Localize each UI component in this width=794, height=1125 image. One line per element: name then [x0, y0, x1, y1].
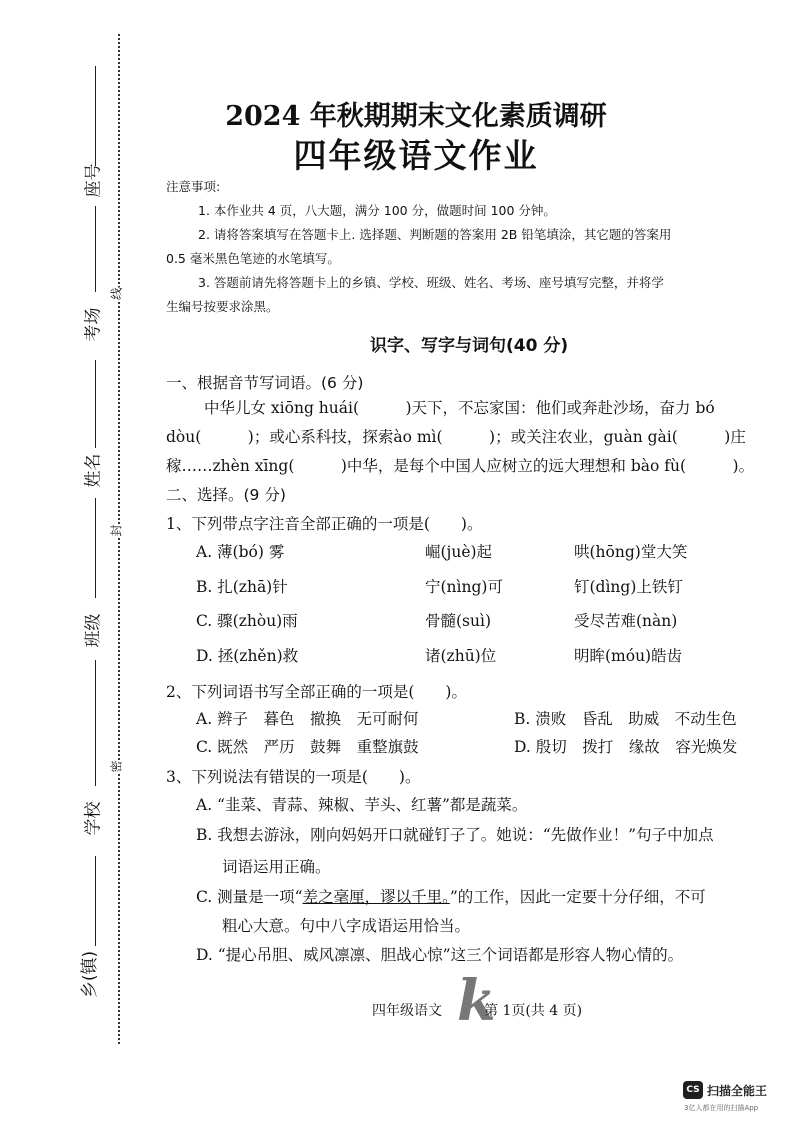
q2-3-option-a: A. “韭菜、青蒜、辣椒、芋头、红薯”都是蔬菜。	[196, 796, 528, 814]
q2-3-stem: 3、下列说法有错误的一项是( )。	[166, 768, 421, 786]
footer-page-number: 第 1页(共 4 页)	[484, 1003, 583, 1019]
q2-1-row-d-col-1: D. 拯(zhěn)救	[196, 647, 299, 665]
class-label: 班级	[83, 613, 104, 648]
q2-3-option-c-suffix: ”的工作，因此一定要十分仔细，不可	[449, 888, 706, 906]
q1-line-1: 中华儿女 xiōng huái( )天下，不忘家国：他们或奔赴沙场，奋力 bó	[204, 399, 715, 417]
q1-line-3: 稼……zhèn xīng( )中华，是每个中国人应树立的远大理想和 bào fù( )。	[166, 457, 755, 475]
q2-1-stem: 1、下列带点字注音全部正确的一项是( )。	[166, 515, 483, 533]
binding-dotted-line	[118, 34, 120, 1044]
q2-2-stem: 2、下列词语书写全部正确的一项是( )。	[166, 683, 467, 701]
q2-1-row-d-col-2: 诸(zhū)位	[425, 647, 497, 665]
seat-number-label: 座号	[83, 163, 104, 198]
exam-room-label: 考场	[83, 307, 104, 342]
exam-title: 2024 年秋期期末文化素质调研	[225, 101, 607, 132]
q2-1-row-b-col-2: 宁(nìng)可	[425, 578, 503, 596]
q2-1-row-a-col-3: 哄(hōng)堂大笑	[574, 543, 688, 561]
q2-heading: 二、选择。(9 分)	[166, 486, 286, 504]
q2-1-row-b-col-1: B. 扎(zhā)针	[196, 578, 288, 596]
q1-heading: 一、根据音节写词语。(6 分)	[166, 374, 364, 392]
q2-1-row-c-col-3: 受尽苦难(nàn)	[574, 612, 678, 630]
q2-1-row-d-col-3: 明眸(móu)皓齿	[574, 647, 683, 665]
camscanner-app-name: 扫描全能王	[707, 1084, 768, 1098]
notice-heading: 注意事项:	[166, 179, 221, 194]
q2-2-option-a: A. 辫子 暮色 撤换 无可耐何	[196, 710, 419, 728]
school-label: 学校	[83, 801, 104, 836]
footer-subject: 四年级语文	[372, 1003, 442, 1019]
camscanner-badge-icon: CS	[683, 1081, 703, 1099]
seal-char-feng: 封	[106, 524, 127, 536]
q2-3-option-c-idiom: 差之毫厘，谬以千里。	[302, 888, 450, 906]
seal-char-mi: 密	[106, 760, 127, 772]
notice-item-1: 1. 本作业共 4 页，八大题，满分 100 分，做题时间 100 分钟。	[198, 203, 556, 218]
seal-char-xian: 线	[106, 287, 127, 299]
q2-3-option-c-prefix: C. 测量是一项“	[196, 888, 303, 906]
class-line	[95, 498, 96, 598]
q1-line-2: dòu( )；或心系科技，探索ào mì( )；或关注农业，guàn gài( )庄	[166, 428, 746, 446]
q2-3-option-b-line-1: B. 我想去游泳，刚向妈妈开口就碰钉子了。她说：“先做作业！”句子中加点	[196, 826, 714, 844]
q2-3-option-b-line-2: 词语运用正确。	[222, 858, 331, 876]
school-line	[95, 660, 96, 786]
township-line	[95, 856, 96, 946]
q2-2-option-b: B. 溃败 昏乱 助威 不动生色	[514, 710, 737, 728]
q2-1-row-b-col-3: 钉(dìng)上铁钉	[574, 578, 683, 596]
q2-1-row-a-col-1: A. 薄(bó) 雾	[196, 543, 285, 561]
notice-item-2a: 2. 请将答案填写在答题卡上. 选择题、判断题的答案用 2B 铅笔填涂，其它题的答案用	[198, 227, 672, 242]
q2-3-option-c-line-1	[196, 885, 706, 907]
q2-1-row-a-col-2: 崛(juè)起	[425, 543, 493, 561]
name-label: 姓名	[83, 453, 104, 488]
camscanner-tagline: 3亿人都在用的扫描App	[684, 1104, 759, 1112]
q2-1-row-c-col-2: 骨髓(suì)	[425, 612, 491, 630]
notice-item-3b: 生编号按要求涂黑。	[166, 299, 279, 314]
exam-room-line	[95, 206, 96, 292]
q2-2-option-d: D. 殷切 拨打 缘故 容光焕发	[514, 738, 738, 756]
notice-item-3a: 3. 答题前请先将答题卡上的乡镇、学校、班级、姓名、考场、座号填写完整，并将学	[198, 275, 664, 290]
section-title: 识字、写字与词句(40 分)	[370, 336, 569, 356]
township-label: 乡(镇)	[80, 950, 101, 999]
q2-3-option-c-line-2: 粗心大意。句中八字成语运用恰当。	[222, 917, 471, 935]
k-watermark-logo: k	[457, 968, 496, 1034]
exam-subject-title: 四年级语文作业	[293, 136, 539, 175]
notice-item-2b: 0.5 毫米黑色笔迹的水笔填写。	[166, 251, 340, 266]
q2-3-option-d: D. “提心吊胆、威风凛凛、胆战心惊”这三个词语都是形容人物心情的。	[196, 946, 684, 964]
q2-1-row-c-col-1: C. 骤(zhòu)雨	[196, 612, 298, 630]
q2-2-option-c: C. 既然 严历 鼓舞 重整旗鼓	[196, 738, 419, 756]
name-line	[95, 360, 96, 448]
